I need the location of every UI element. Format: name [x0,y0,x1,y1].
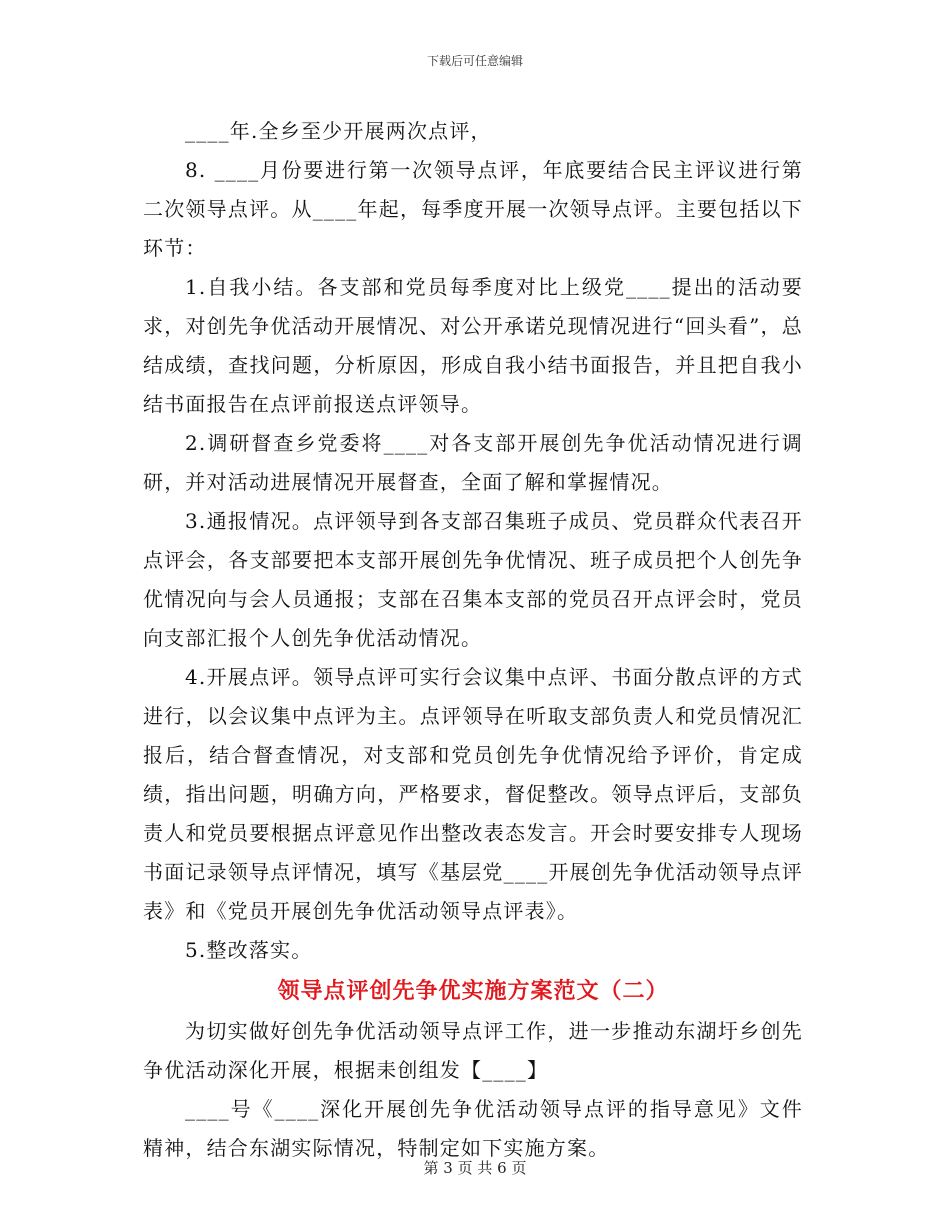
paragraph-self-summary: 1.自我小结。各支部和党员每季度对比上级党____提出的活动要求，对创先争优活动开展情况、对公开承诺兑现情况进行“回头看”，总结成绩，查找问题，分析原因，形成自我小结书面报告，并且把自我小结书面报告在点评前报送点评领导。 [143,275,803,416]
paragraph-item-8: 8. ____月份要进行第一次领导点评，年底要结合民主评议进行第二次领导点评。从____年起，每季度开展一次领导点评。主要包括以下环节： [143,158,803,260]
paragraph-document-basis: ____号《____深化开展创先争优活动领导点评的指导意见》文件精神，结合东湖实际情况，特制定如下实施方案。 [143,1097,803,1160]
page-footer: 第 3 页 共 6 页 [423,1159,527,1177]
paragraph-rectification: 5.整改落实。 [185,938,313,962]
page-header: 下载后可任意编辑 [426,54,523,68]
paragraph-intro: 为切实做好创先争优活动领导点评工作，进一步推动东湖圩乡创先争优活动深化开展，根据耒创组发【____】 [143,1019,803,1082]
document-body [143,112,803,1168]
section-title: 领导点评创先争优实施方案范文（二） [277,978,669,1004]
paragraph-conduct-review: 4.开展点评。领导点评可实行会议集中点评、书面分散点评的方式进行，以会议集中点评为主。点评领导在听取支部负责人和党员情况汇报后，结合督查情况，对支部和党员创先争优情况给予评价，肯定成绩，指出问题，明确方向，严格要求，督促整改。领导点评后，支部负责人和党员要根据点评意见作出整改表态发言。开会时要安排专人现场书面记录领导点评情况，填写《基层党____开展创先争优活动领导点评表》和《党员开展创先争优活动领导点评表》。 [143,665,803,923]
paragraph-year-review: ____年.全乡至少开展两次点评， [185,119,492,143]
paragraph-research-inspection: 2.调研督查乡党委将____对各支部开展创先争优活动情况进行调研，并对活动进展情况开展督查，全面了解和掌握情况。 [143,431,803,494]
paragraph-report-situation: 3.通报情况。点评领导到各支部召集班子成员、党员群众代表召开点评会，各支部要把本支部开展创先争优情况、班子成员把个人创先争优情况向与会人员通报；支部在召集本支部的党员召开点评会时，党员向支部汇报个人创先争优活动情况。 [143,509,803,650]
